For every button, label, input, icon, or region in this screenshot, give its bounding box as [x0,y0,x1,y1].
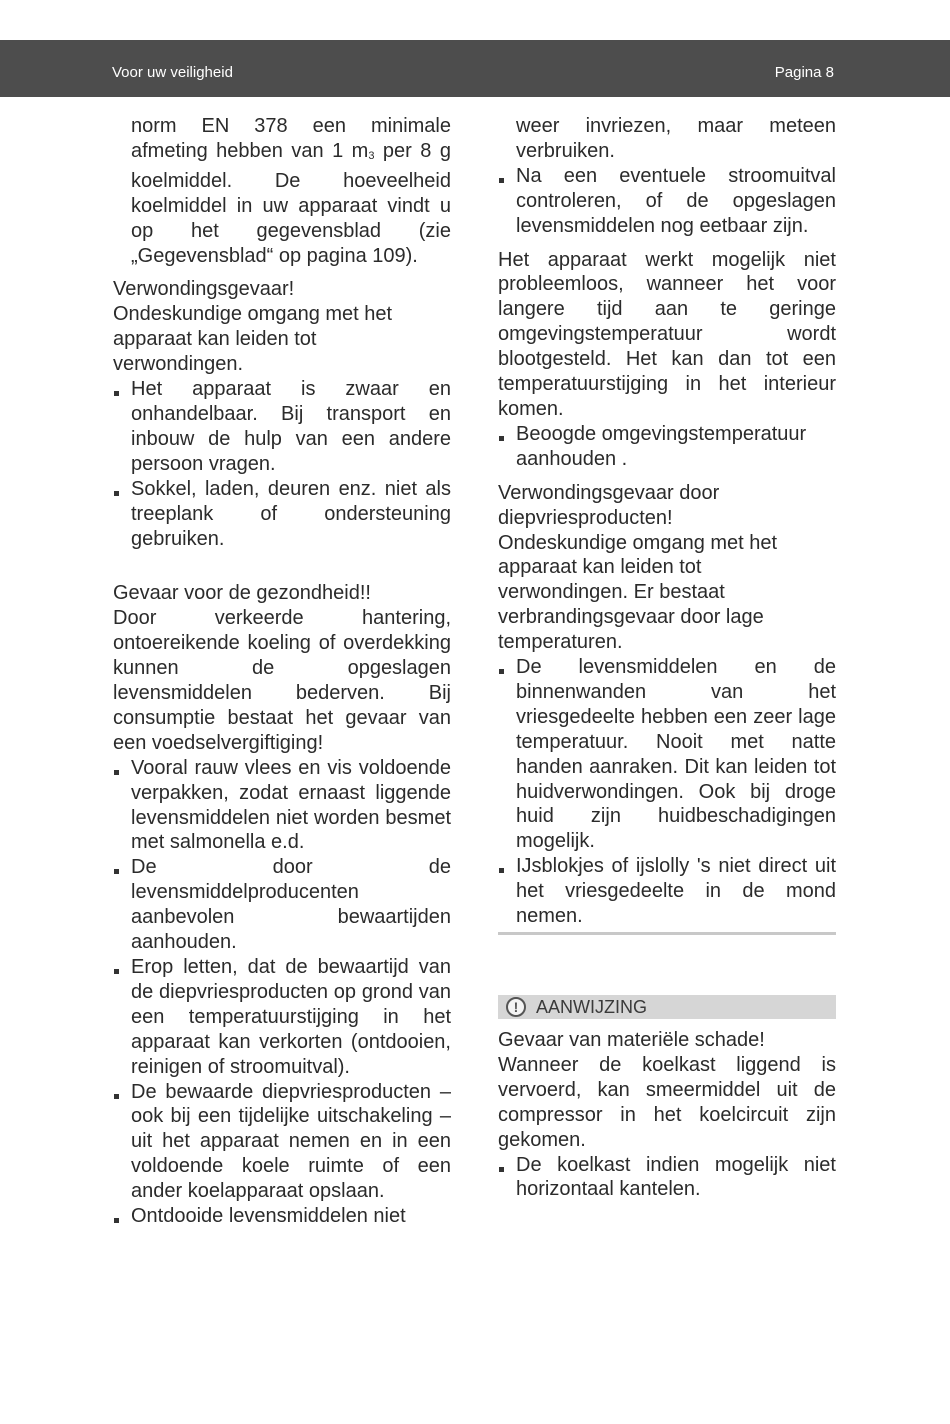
warning-title: Verwondingsgevaar! [113,278,295,301]
warning-list [113,756,451,1229]
temperature-list [498,422,836,472]
continued-paragraph: weer invriezen, maar meteen verbruiken. [516,115,836,162]
continued-list [498,164,836,239]
note-text: Wanneer de koelkast liggend is vervoerd, kan smeermiddel uit de compressor in het koelcircuit zijn gekomen. [498,1053,836,1151]
list-item: Na een eventuele stroomuitval controleren, of de opgeslagen levensmiddelen nog eetbaar zijn. [498,164,836,239]
warning-list [113,377,451,551]
warning-text: Door verkeerde hantering, ontoereikende koeling of overdekking kunnen de opgeslagen levensmiddelen bederven. Bij consumptie bestaat het gevaar van een voedselvergiftiging! [113,607,451,754]
note-list [498,1153,836,1203]
list-item: De levensmiddelen en de binnenwanden van het vriesgedeelte hebben een zeer lage temperatuur. Nooit met natte handen aanraken. Dit kan leiden tot huidverwondingen. Ook bij droge huid zijn huidbeschadigingen mogelijk. [498,655,836,854]
section-title: Voor uw veiligheid [112,64,233,81]
list-item: De koelkast indien mogelijk niet horizontaal kantelen. [498,1153,836,1203]
exclamation-icon: ! [506,997,526,1017]
list-item: Het apparaat is zwaar en onhandelbaar. Bij transport en inbouw de hulp van een andere persoon vragen. [113,377,451,477]
list-item: Erop letten, dat de bewaartijd van de diepvriesproducten op grond van een temperatuurstijging in het apparaat kan verkorten (ontdooien, reinigen of stroomuitval). [113,955,451,1080]
note-label: AANWIJZING [536,996,647,1017]
list-item: IJsblokjes of ijslolly 's niet direct uit het vriesgedeelte in de mond nemen. [498,854,836,929]
divider [498,932,836,935]
right-column [498,114,836,1202]
left-column [113,114,451,1229]
list-item: Vooral rauw vlees en vis voldoende verpakken, zodat ernaast liggende levensmiddelen niet worden besmet met salmonella e.d. [113,756,451,856]
list-item: Sokkel, laden, deuren enz. niet als treeplank of ondersteuning gebruiken. [113,477,451,552]
list-item: De bewaarde diepvriesproducten – ook bij een tijdelijke uitschakeling – uit het apparaat nemen en in een voldoende koele ruimte of een ander koelapparaat opslaan. [113,1080,451,1205]
list-item: Ontdooide levensmiddelen niet [113,1204,451,1229]
note-title: Gevaar van materiële schade! [498,1029,765,1051]
warning-title: Verwondingsgevaar door diepvriesproducten! [498,481,720,529]
warning-list [498,655,836,929]
continued-paragraph: norm EN 378 een minimale afmeting hebben van 1 $m_3$ per 8 g koelmiddel. De hoeveelheid koelmiddel in uw apparaat vindt u op het gegevensblad (zie „Gegevensblad“ op pagina 109). [131,115,451,267]
warning-title: Gevaar voor de gezondheid!! [113,582,371,605]
note-banner [498,995,836,1019]
page-header [0,40,950,97]
warning-text: Ondeskundige omgang met het apparaat kan leiden tot verwondingen. [113,303,393,376]
list-item: Beoogde omgevingstemperatuur aanhouden . [498,422,836,472]
subscript: 3 [368,149,375,162]
page-number: Pagina 8 [774,64,834,81]
list-item: De door de levensmiddelproducenten aanbevolen bewaartijden aanhouden. [113,855,451,955]
warning-text: Ondeskundige omgang met het apparaat kan leiden tot verwondingen. Er bestaat verbrandingsgevaar door lage temperaturen. [498,531,778,654]
temperature-paragraph: Het apparaat werkt mogelijk niet probleemloos, wanneer het voor langere tijd aan te geringe omgevingstemperatuur wordt blootgesteld. Het kan dan tot een temperatuurstijging in het interieur komen. [498,248,836,420]
